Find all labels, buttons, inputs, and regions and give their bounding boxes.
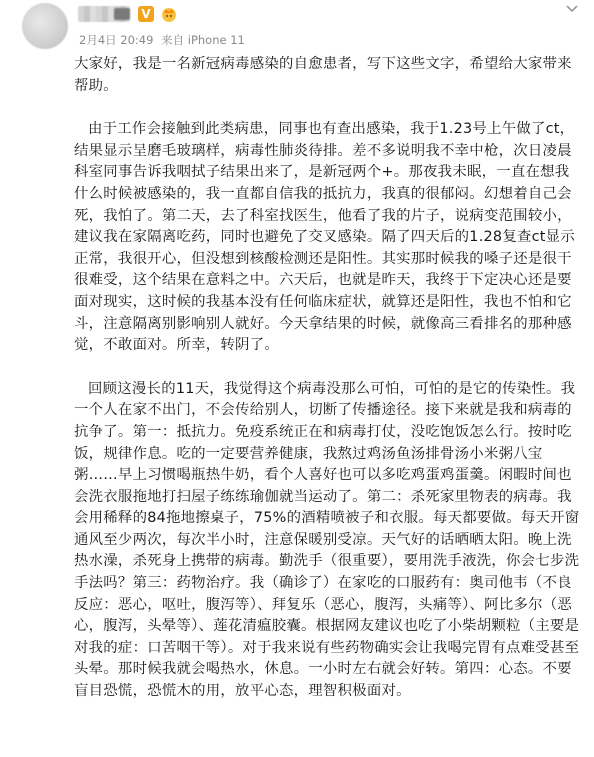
post-header — [0, 0, 594, 52]
paragraph-story: 由于工作会接触到此类病患，同事也有查出感染，我于1.23号上午做了ct，结果显示呈磨毛玻璃样，病毒性肺炎待排。差不多说明我不幸中枪，次日凌晨科室同事告诉我咽拭子结果出来了，是新冠两个+。那夜我未眠，一直在想我什么时候被感染的，我一直都自信我的抵抗力，我真的很郁闷。幻想着自己会死，我怕了。第二天，去了科室找医生，他看了我的片子，说病变范围较小，建议我在家隔离吃药，同时也避免了交叉感染。隔了四天后的1.28复查ct显示正常，我很开心，但没想到核酸检测还是阳性。其实那时候我的嗓子还是很干很难受，这个结果在意料之中。六天后，也就是昨天，我终于下定决心还是要面对现实，这时候的我基本没有任何临床症状，就算还是阳性，我也不怕和它斗，注意隔离别影响别人就好。今天拿结果的时候，就像高三看排名的那种感觉，不敢面对。所幸，转阴了。 — [74, 121, 575, 354]
post-body — [74, 54, 582, 703]
post-source: 来自 iPhone 11 — [161, 33, 245, 47]
post-timestamp[interactable]: 2月4日 20:49 — [79, 33, 154, 47]
more-chevron-icon[interactable] — [564, 2, 580, 16]
post-meta — [79, 32, 245, 48]
member-crown-icon[interactable] — [160, 5, 178, 23]
vip-badge-icon[interactable]: V — [138, 6, 154, 22]
username-redacted-mark — [114, 8, 130, 20]
paragraph-intro: 大家好，我是一名新冠病毒感染的自愈患者，写下这些文字，希望给大家带来帮助。 — [74, 56, 572, 94]
paragraph-advice: 回顾这漫长的11天，我觉得这个病毒没那么可怕，可怕的是它的传染性。我一个人在家不出门，不会传给别人，切断了传播途径。接下来就是我和病毒的抗争了。第一：抵抗力。免疫系统正在和病毒打仗，没吃饱饭怎么行。按时吃饭，规律作息。吃的一定要营养健康，我熬过鸡汤鱼汤排骨汤小米粥八宝粥……早上习惯喝瓶热牛奶，看个人喜好也可以多吃鸡蛋鸡蛋羹。闲暇时间也会洗衣服拖地打扫屋子练练瑜伽就当运动了。第二：杀死家里物表的病毒。我会用稀释的84拖地擦桌子，75%的酒精喷被子和衣服。每天都要做。每天开窗通风至少两次，每次半小时，注意保暖别受凉。天气好的话晒晒太阳。晚上洗热水澡，杀死身上携带的病毒。勤洗手（很重要），要用洗手液洗，你会七步洗手法吗？第三：药物治疗。我（确诊了）在家吃的口服药有：奥司他韦（不良反应：恶心，呕吐，腹泻等）、拜复乐（恶心，腹泻，头痛等）、阿比多尔（恶心，腹泻，头晕等）、莲花清瘟胶囊。根据网友建议也吃了小柴胡颗粒（主要是对我的症：口苦咽干等）。对于我来说有些药物确实会让我喝完胃有点难受甚至头晕。那时候我就会喝热水，休息。一小时左右就会好转。第四：心态。不要盲目恐慌，恐慌木的用，放平心态，理智积极面对。 — [74, 380, 580, 700]
avatar[interactable] — [22, 3, 68, 49]
